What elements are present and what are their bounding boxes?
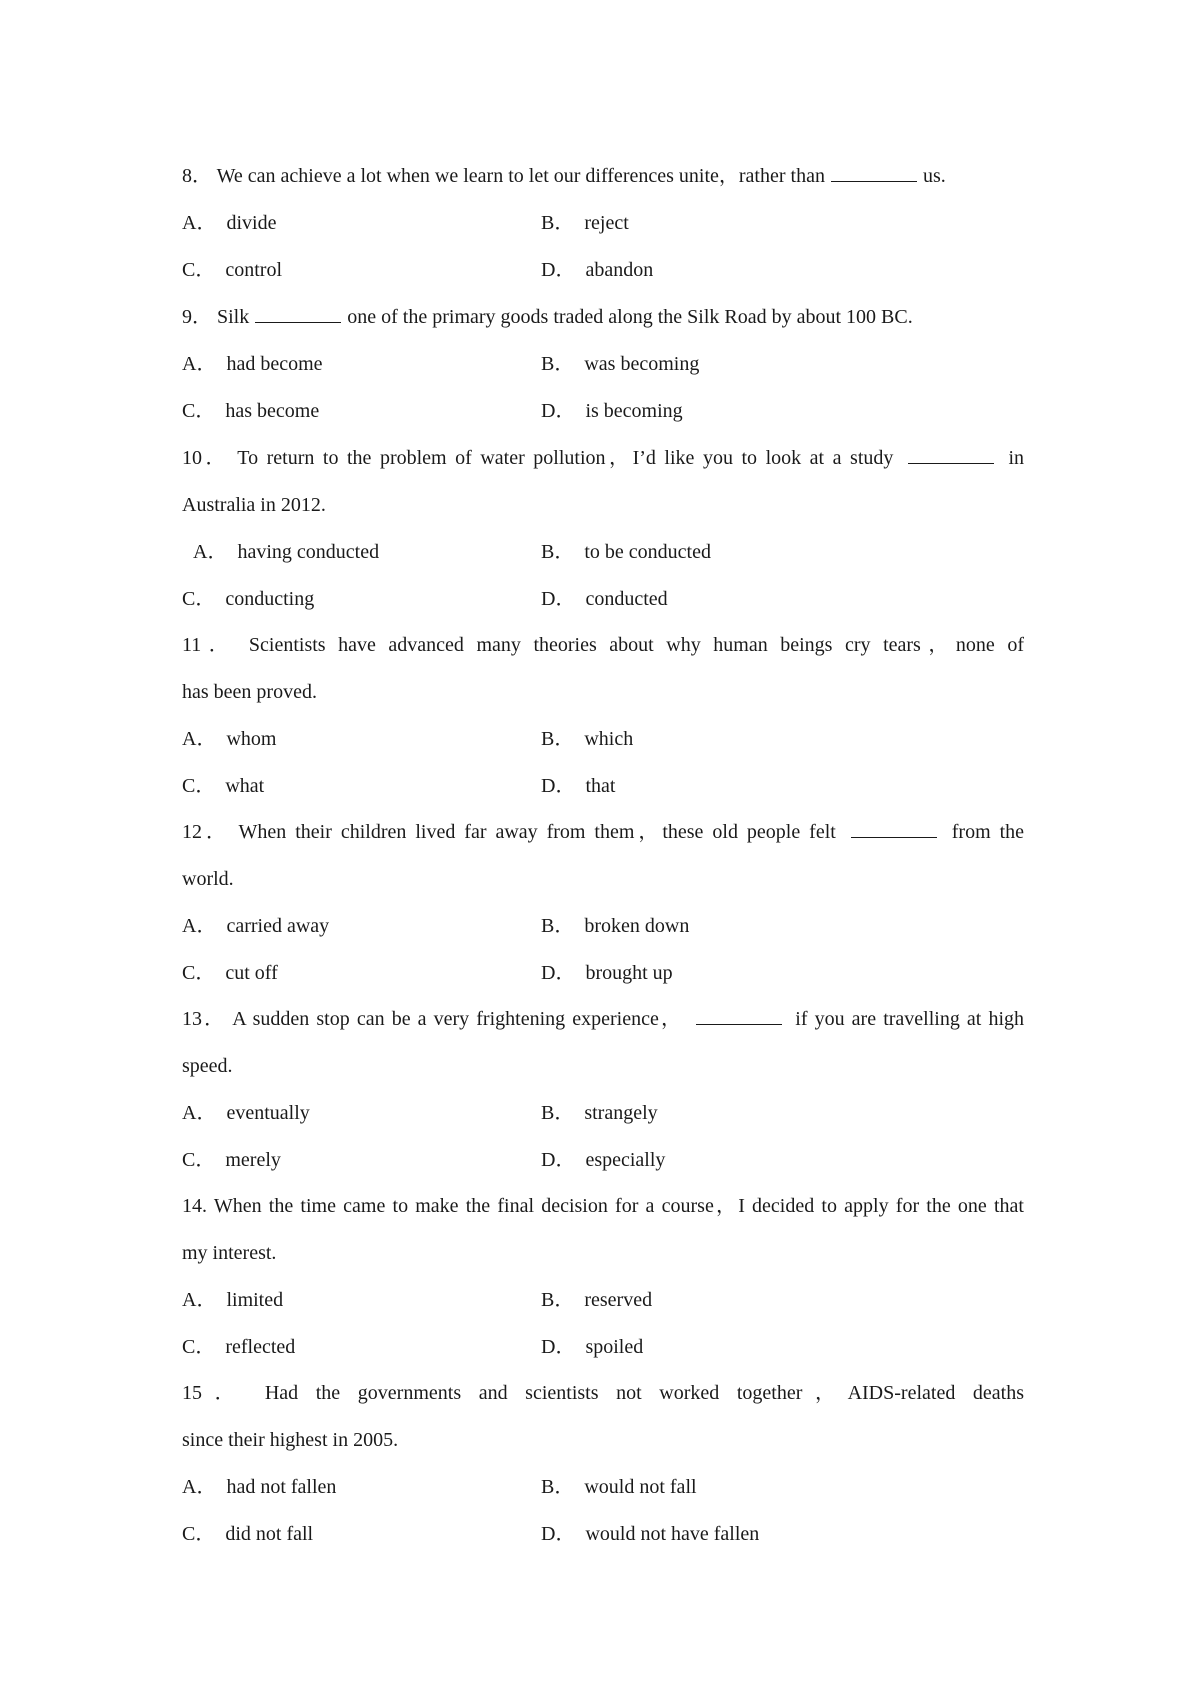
option-letter: A． <box>182 212 217 234</box>
option-text: had become <box>226 353 323 375</box>
option-letter: B． <box>541 353 575 375</box>
option-letter: D． <box>541 775 576 797</box>
question-text: from the <box>951 821 1024 843</box>
question-text: one of the primary goods traded along the Silk Road by about 100 BC. <box>347 306 913 328</box>
question-13-continuation: speed. <box>182 1055 233 1077</box>
option-text: is becoming <box>585 400 683 422</box>
option-letter: C． <box>182 259 216 281</box>
question-number: 12． <box>182 821 230 843</box>
option-a <box>182 724 276 754</box>
option-d <box>541 1145 665 1175</box>
option-text: abandon <box>585 259 654 281</box>
option-c <box>182 255 282 285</box>
option-b <box>541 537 711 567</box>
option-a <box>182 911 329 941</box>
question-number: 8． <box>182 165 212 187</box>
option-text: reject <box>584 212 629 234</box>
question-text: us. <box>922 165 946 187</box>
option-letter: D． <box>541 400 576 422</box>
option-text: reflected <box>225 1336 296 1358</box>
question-text: Scientists have advanced many theories about why human beings cry tears，none of <box>248 634 1024 656</box>
option-text: has become <box>225 400 320 422</box>
option-a <box>193 537 379 567</box>
option-b <box>541 1098 658 1128</box>
option-letter: D． <box>541 962 576 984</box>
question-number: 10． <box>182 447 230 469</box>
option-text: would not have fallen <box>585 1523 760 1545</box>
option-letter: B． <box>541 541 575 563</box>
option-a <box>182 208 276 238</box>
option-letter: D． <box>541 588 576 610</box>
option-text: strangely <box>584 1102 658 1124</box>
question-8-stem <box>182 161 1024 191</box>
option-d <box>541 1332 643 1362</box>
option-b <box>541 1285 652 1315</box>
question-number: 9． <box>182 306 212 328</box>
option-text: limited <box>226 1289 284 1311</box>
option-a <box>182 1472 336 1502</box>
option-text: cut off <box>225 962 278 984</box>
option-letter: C． <box>182 1336 216 1358</box>
option-text: eventually <box>226 1102 310 1124</box>
option-c <box>182 1145 281 1175</box>
option-text: whom <box>226 728 277 750</box>
option-letter: C． <box>182 962 216 984</box>
option-c <box>182 584 314 614</box>
option-a <box>182 1098 310 1128</box>
option-letter: C． <box>182 1523 216 1545</box>
question-number: 14. <box>182 1195 207 1217</box>
option-letter: B． <box>541 1102 575 1124</box>
option-text: was becoming <box>584 353 700 375</box>
option-a <box>182 349 323 379</box>
option-letter: B． <box>541 1476 575 1498</box>
question-number: 11． <box>182 634 237 656</box>
option-text: spoiled <box>585 1336 644 1358</box>
option-b <box>541 724 633 754</box>
option-text: had not fallen <box>226 1476 337 1498</box>
option-text: especially <box>585 1149 666 1171</box>
question-text: To return to the problem of water pollution，I’d like you to look at a study <box>237 447 894 469</box>
option-c <box>182 396 319 426</box>
option-b <box>541 1472 697 1502</box>
option-text: to be conducted <box>584 541 711 563</box>
answer-blank <box>831 163 917 182</box>
option-c <box>182 1332 295 1362</box>
option-letter: D． <box>541 259 576 281</box>
question-14-stem <box>182 1191 1024 1221</box>
option-text: conducted <box>585 588 668 610</box>
question-13-stem <box>182 1004 1024 1034</box>
question-12-continuation: world. <box>182 868 234 890</box>
option-c <box>182 771 264 801</box>
option-text: carried away <box>226 915 330 937</box>
option-text: conducting <box>225 588 315 610</box>
question-text: A sudden stop can be a very frightening experience， <box>232 1008 684 1030</box>
option-text: divide <box>226 212 277 234</box>
answer-blank <box>696 1006 782 1025</box>
option-letter: A． <box>182 1289 217 1311</box>
option-text: which <box>584 728 634 750</box>
option-letter: C． <box>182 588 216 610</box>
question-number: 13． <box>182 1008 227 1030</box>
option-d <box>541 255 653 285</box>
option-letter: D． <box>541 1523 576 1545</box>
option-d <box>541 396 683 426</box>
question-15-stem <box>182 1378 1024 1408</box>
option-text: broken down <box>584 915 690 937</box>
answer-blank <box>255 304 341 323</box>
question-15-continuation: since their highest in 2005. <box>182 1429 399 1451</box>
option-letter: A． <box>182 1102 217 1124</box>
option-text: control <box>225 259 282 281</box>
answer-blank <box>851 819 937 838</box>
question-text: if you are travelling at high <box>795 1008 1024 1030</box>
question-text: We can achieve a lot when we learn to let our differences unite，rather than <box>216 165 825 187</box>
question-number: 15． <box>182 1382 248 1404</box>
question-text: in <box>1008 447 1024 469</box>
question-9-stem <box>182 302 1024 332</box>
option-text: that <box>585 775 616 797</box>
option-d <box>541 1519 759 1549</box>
option-text: what <box>225 775 265 797</box>
option-letter: A． <box>193 541 228 563</box>
option-d <box>541 771 615 801</box>
option-letter: C． <box>182 400 216 422</box>
option-letter: D． <box>541 1336 576 1358</box>
option-text: did not fall <box>225 1523 314 1545</box>
question-text: Silk <box>217 306 250 328</box>
option-text: reserved <box>584 1289 653 1311</box>
option-letter: B． <box>541 212 575 234</box>
option-letter: B． <box>541 915 575 937</box>
option-c <box>182 958 278 988</box>
question-text: When the time came to make the final decision for a course，I decided to apply for the one that <box>213 1195 1024 1217</box>
option-b <box>541 911 689 941</box>
option-d <box>541 584 668 614</box>
option-b <box>541 208 629 238</box>
option-letter: B． <box>541 728 575 750</box>
question-10-stem <box>182 443 1024 473</box>
option-c <box>182 1519 313 1549</box>
option-text: would not fall <box>584 1476 697 1498</box>
option-letter: C． <box>182 1149 216 1171</box>
option-text: merely <box>225 1149 281 1171</box>
option-text: having conducted <box>237 541 380 563</box>
option-letter: A． <box>182 353 217 375</box>
option-letter: A． <box>182 1476 217 1498</box>
option-a <box>182 1285 283 1315</box>
question-14-continuation: my interest. <box>182 1242 277 1264</box>
answer-blank <box>908 445 994 464</box>
option-letter: B． <box>541 1289 575 1311</box>
option-text: brought up <box>585 962 673 984</box>
option-letter: D． <box>541 1149 576 1171</box>
question-text: Had the governments and scientists not worked together，AIDS-related deaths <box>264 1382 1024 1404</box>
option-b <box>541 349 699 379</box>
question-11-stem <box>182 630 1024 660</box>
question-text: When their children lived far away from them，these old people felt <box>238 821 836 843</box>
option-letter: A． <box>182 728 217 750</box>
question-10-continuation: Australia in 2012. <box>182 494 326 516</box>
question-11-continuation: has been proved. <box>182 681 317 703</box>
question-12-stem <box>182 817 1024 847</box>
option-d <box>541 958 673 988</box>
option-letter: A． <box>182 915 217 937</box>
option-letter: C． <box>182 775 216 797</box>
